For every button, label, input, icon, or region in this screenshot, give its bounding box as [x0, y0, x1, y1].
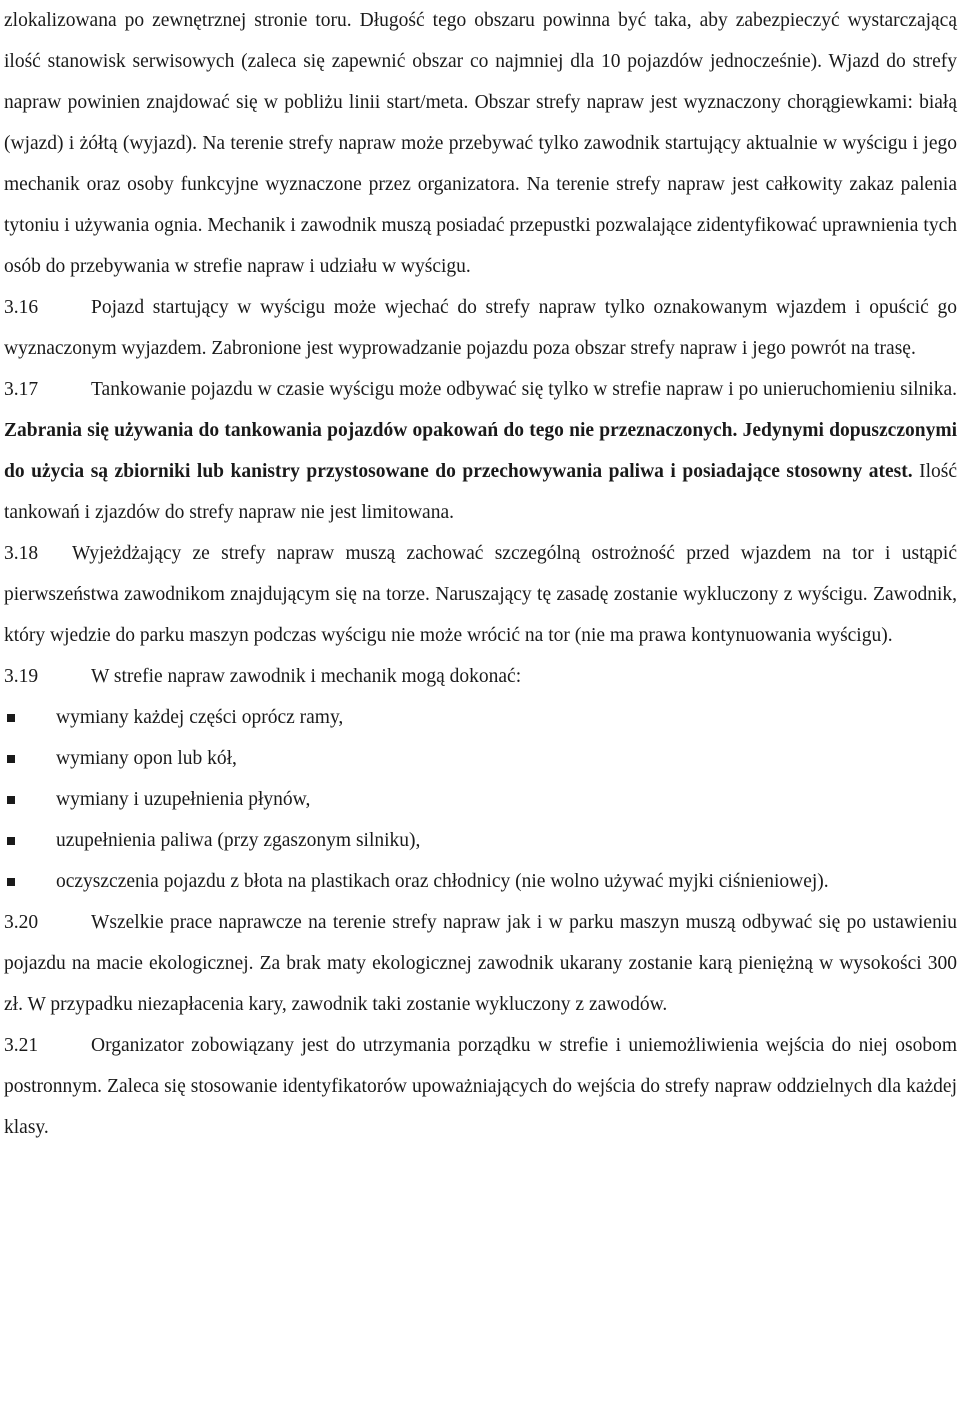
repair-list	[4, 697, 957, 902]
section-text: W strefie napraw zawodnik i mechanik mogą dokonać:	[91, 666, 522, 687]
section-number: 3.20	[4, 912, 39, 933]
intro-text: zlokalizowana po zewnętrznej stronie toru. Długość tego obszaru powinna być taka, aby zabezpieczyć wystarczającą ilość stanowisk serwisowych (zaleca się zapewnić obszar co najmniej dla 10 pojazdów jednocześnie). Wjazd do strefy napraw powinien znajdować się w pobliżu linii start/meta. Obszar strefy napraw jest wyznaczony chorągiewkami: białą (wjazd) i żółtą (wyjazd). Na terenie strefy napraw może przebywać tylko zawodnik startujący aktualnie w wyścigu i jego mechanik oraz osoby funkcyjne wyznaczone przez organizatora. Na terenie strefy napraw jest całkowity zakaz palenia tytoniu i używania ognia. Mechanik i zawodnik muszą posiadać przepustki pozwalające zidentyfikować uprawnienia tych osób do przebywania w strefie napraw i udziału w wyścigu.	[4, 10, 957, 277]
section-text: Organizator zobowiązany jest do utrzymania porządku w strefie i uniemożliwienia wejścia do niej osobom postronnym. Zaleca się stosowanie identyfikatorów upoważniających do wejścia do strefy napraw oddzielnych dla każdej klasy.	[4, 1035, 957, 1138]
list-item-text: oczyszczenia pojazdu z błota na plastikach oraz chłodnicy (nie wolno używać myjki ciśnieniowej).	[56, 871, 829, 892]
section-3-20	[4, 902, 957, 1025]
document-page	[4, 0, 957, 1148]
list-item	[4, 820, 957, 861]
section-number: 3.16	[4, 297, 39, 318]
section-text-continued: Ilość tankowań i zjazdów do strefy napraw nie jest limitowana.	[4, 461, 957, 523]
section-number: 3.21	[4, 1035, 39, 1056]
section-number: 3.18	[4, 543, 39, 564]
section-number: 3.19	[4, 666, 39, 687]
square-bullet-icon	[7, 878, 15, 886]
section-3-18	[4, 533, 957, 656]
section-3-19	[4, 656, 957, 697]
section-text: Wyjeżdżający ze strefy napraw muszą zachować szczególną ostrożność przed wjazdem na tor i ustąpić pierwszeństwa zawodnikom znajdującym się na torze. Naruszający tę zasadę zostanie wykluczony z wyścigu. Zawodnik, który wjedzie do parku maszyn podczas wyścigu nie może wrócić na tor (nie ma prawa kontynuowania wyścigu).	[4, 543, 957, 646]
section-text: Tankowanie pojazdu w czasie wyścigu może odbywać się tylko w strefie napraw i po unieruchomieniu silnika.	[91, 379, 957, 400]
section-number: 3.17	[4, 379, 39, 400]
section-3-17	[4, 369, 957, 533]
section-3-16	[4, 287, 957, 369]
list-item-text: wymiany każdej części oprócz ramy,	[56, 707, 344, 728]
list-item-text: uzupełnienia paliwa (przy zgaszonym silniku),	[56, 830, 421, 851]
square-bullet-icon	[7, 796, 15, 804]
list-item	[4, 861, 957, 902]
list-item	[4, 697, 957, 738]
list-item-text: wymiany opon lub kół,	[56, 748, 237, 769]
square-bullet-icon	[7, 714, 15, 722]
section-text: Wszelkie prace naprawcze na terenie strefy napraw jak i w parku maszyn muszą odbywać się po ustawieniu pojazdu na macie ekologicznej. Za brak maty ekologicznej zawodnik ukarany zostanie karą pieniężną w wysokości 300 zł. W przypadku niezapłacenia kary, zawodnik taki zostanie wykluczony z zawodów.	[4, 912, 957, 1015]
section-bold-text: Zabrania się używania do tankowania pojazdów opakowań do tego nie przeznaczonych. Jedynymi dopuszczonymi do użycia są zbiorniki lub kanistry przystosowane do przechowywania paliwa i posiadające stosowny atest.	[4, 420, 957, 482]
list-item-text: wymiany i uzupełnienia płynów,	[56, 789, 311, 810]
square-bullet-icon	[7, 755, 15, 763]
list-item	[4, 738, 957, 779]
intro-paragraph	[4, 0, 957, 287]
section-text: Pojazd startujący w wyścigu może wjechać do strefy napraw tylko oznakowanym wjazdem i opuścić go wyznaczonym wyjazdem. Zabronione jest wyprowadzanie pojazdu poza obszar strefy napraw i jego powrót na trasę.	[4, 297, 957, 359]
list-item	[4, 779, 957, 820]
section-3-21	[4, 1025, 957, 1148]
square-bullet-icon	[7, 837, 15, 845]
